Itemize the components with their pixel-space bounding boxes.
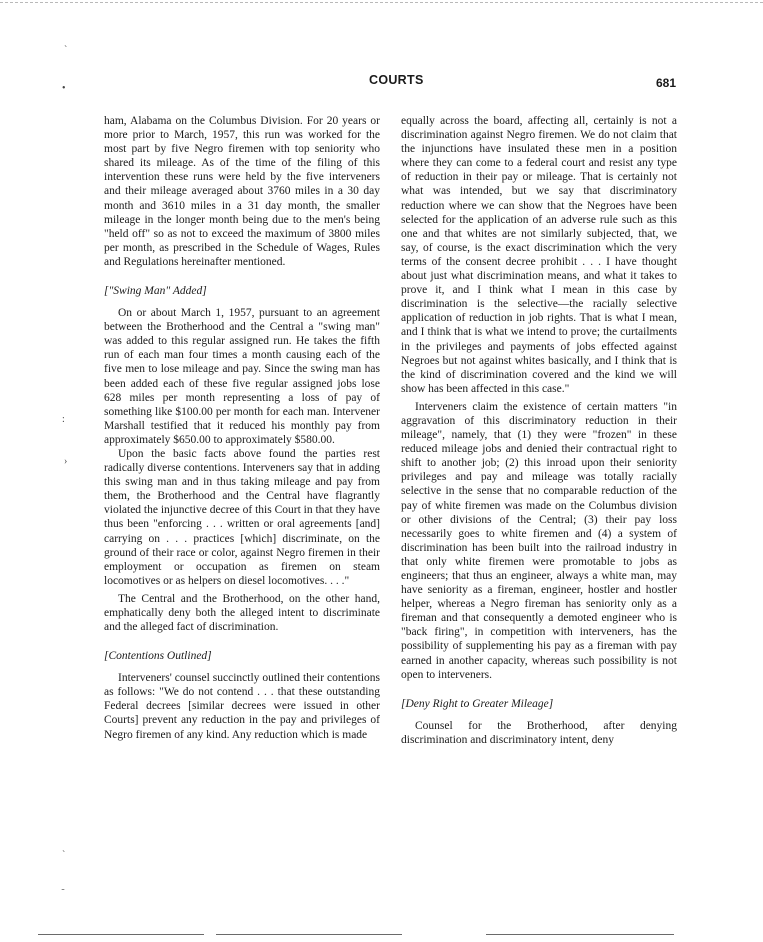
margin-speck: : xyxy=(62,414,65,425)
right-column xyxy=(401,114,677,747)
paragraph: Interveners' counsel succinctly outlined their contentions as follows: "We do not contend . . . that these outstanding Federal decrees [similar decrees were issued in other Courts] prevent any reduction in the pay and privileges of Negro firemen of any kind. Any reduction which is made xyxy=(104,672,380,741)
margin-speck: › xyxy=(64,456,68,467)
bottom-rule xyxy=(486,934,674,935)
margin-speck: ˋ xyxy=(64,45,68,56)
paragraph: Upon the basic facts above found the parties rest radically diverse contentions. Interveners say that in adding this swing man and in thus taking mileage and pay from them, the Brotherhood and the Central have flagrantly violated the injunctive decree of this Court in that they have thus been "enforcing . . . written or oral agreements [and] carrying on . . . practices [which] discriminate, on the ground of their race or color, against Negro firemen in their employment or occupation as firemen on steam locomotives or as helpers on diesel locomotives. . . ." xyxy=(104,447,380,587)
top-border-dashes xyxy=(0,2,763,3)
section-heading: [Contentions Outlined] xyxy=(104,650,212,663)
paragraph: equally across the board, affecting all, certainly is not a discrimination against Negro firemen. We do not claim that the injunctions have insulated these men in a position where they can come to a federal court and resist any type of reduction in their pay or mileage. That is certainly not what was intended, but we say that discriminatory reduction where we can show that the Negroes have been selected for the application of an adverse rule such as this one and that whites are not similarly subjected, that, we say, of course, is the exact discrimination which the very terms of the consent decree prohibit . . . I have thought about just what discrimination means, and what it takes to prove it, and I think what I mean in this case by discrimination is the selective—the racially selective application of reduction in job rights. That is what I mean, and I think that is what we intend to prove; the curtailments in the privileges and payments of jobs effected against Negroes but not against whites basically, and I think that is the kind of discrimination covered and the kind we will show has been affected in this case." xyxy=(401,115,677,395)
margin-speck: ˋ xyxy=(62,850,66,861)
margin-speck: • xyxy=(62,83,66,94)
bottom-rule xyxy=(38,934,204,935)
paragraph: The Central and the Brotherhood, on the other hand, emphatically deny both the alleged intent to discriminate and the alleged fact of discrimination. xyxy=(104,592,380,634)
paragraph: On or about March 1, 1957, pursuant to an agreement between the Brotherhood and the Central a "swing man" was added to this regular assigned run. He takes the fifth run of each man four times a month causing each of the five men to lose mileage and pay. Since the swing man has been added each of these five regular assigned jobs lose 628 miles per month representing a loss of pay of something like $100.00 per month for each man. Intervener Marshall testified that it reduced his monthly pay from approximately $650.00 to approximately $580.00. xyxy=(104,307,380,446)
running-head: COURTS xyxy=(369,73,424,87)
section-heading: ["Swing Man" Added] xyxy=(104,285,207,298)
bottom-rule xyxy=(216,934,402,935)
paragraph: Counsel for the Brotherhood, after denying discrimination and discriminatory intent, deny xyxy=(401,719,677,746)
page-number: 681 xyxy=(656,76,677,90)
left-column xyxy=(104,114,380,742)
paragraph: ham, Alabama on the Columbus Division. For 20 years or more prior to March, 1957, this run was worked for the most part by five Negro firemen with top seniority who shared its mileage. As of the time of the filing of this intervention these runs were held by the five interveners and their mileage averaged about 3760 miles in a 30 day month and 3610 miles in a 31 day month, the smaller mileage in the longer month being due to the men's being "held off" so as not to exceed the maximum of 3800 miles per month, as prescribed in the Schedule of Wages, Rules and Regulations hereinafter mentioned. xyxy=(104,115,380,268)
section-heading: [Deny Right to Greater Mileage] xyxy=(401,697,554,710)
margin-speck: ᐨ xyxy=(61,887,65,898)
paragraph: Interveners claim the existence of certain matters "in aggravation of this discriminatory reduction in their mileage", namely, that (1) they were "frozen" in these reduced mileage jobs and denied their contractual right to shift to another job; (2) this inroad upon their seniority privileges and pay and mileage was totally racially selective in the sense that no comparable reduction of the pay of white firemen was made on the Columbus division or other divisions of the Central; (3) their pay loss necessarily goes to white firemen and (4) a system of discrimination has been built into the railroad industry in that only white firemen were promotable to jobs as engineers; that thus an engineer, always a white man, may have seniority as a fireman, engineer, hostler and hostler helper, whereas a Negro fireman has seniority only as a fireman and that consequently a demoted engineer who is "back firing", in competition with interveners, has the possibility of supplementing his pay as a fireman with pay earned in another capacity, whereas such possibility is not open to interveners. xyxy=(401,400,677,681)
